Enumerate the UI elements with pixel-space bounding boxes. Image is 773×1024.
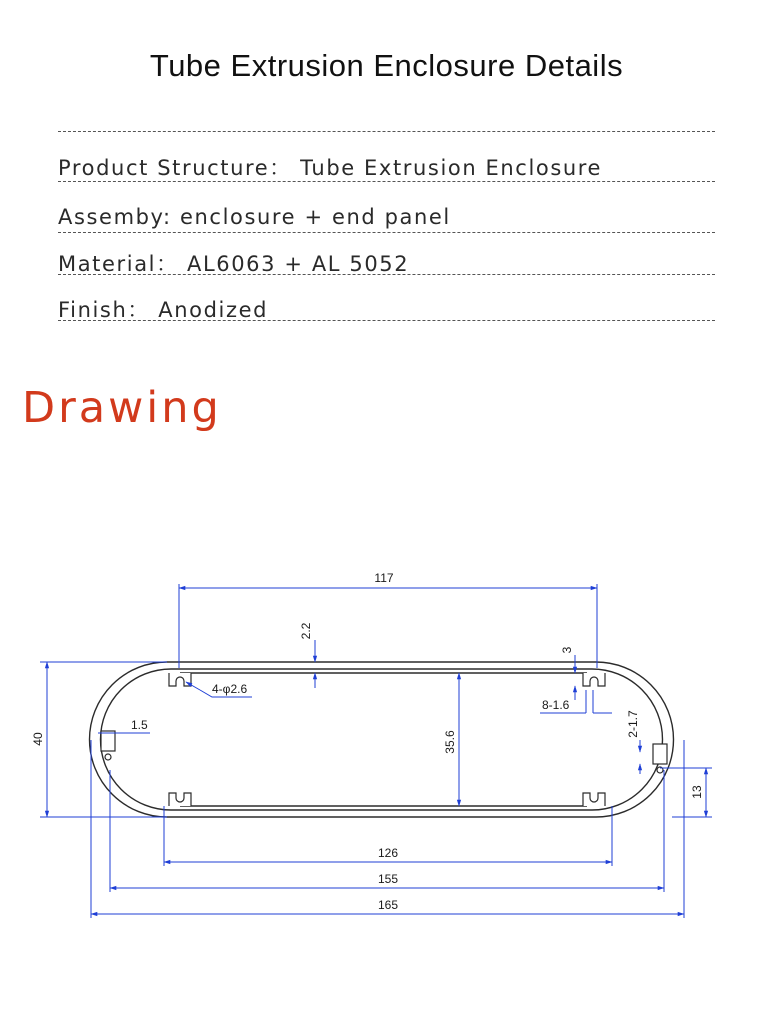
spec-assembly: Assemby: enclosure + end panel: [58, 205, 451, 229]
side-rail-left: [101, 731, 115, 751]
dim-label-height-inner: 35.6: [443, 730, 457, 754]
spec-finish: Finish： Anodized: [58, 298, 269, 322]
dim-label-hole: 4-φ2.6: [212, 682, 248, 696]
dim-label-width-155: 155: [377, 872, 399, 886]
screw-slot: [169, 673, 191, 686]
dim-label-top-width: 117: [374, 571, 394, 585]
dim-label-rail-height: 13: [690, 785, 704, 799]
spec-material: Material： AL6063 + AL 5052: [58, 252, 410, 276]
dim-label-width-126: 126: [377, 846, 399, 860]
screw-slot: [583, 793, 605, 806]
side-rail-right: [653, 744, 667, 764]
dim-label-slot-height: 3: [560, 646, 574, 654]
dim-label-slot-small: 1.5: [131, 718, 148, 732]
dim-label-wall: 2.2: [299, 622, 313, 640]
dim-label-slot-width: 8-1.6: [542, 698, 570, 712]
drawing-heading: Drawing: [22, 383, 222, 433]
spec-product-structure: Product Structure： Tube Extrusion Enclosure: [58, 156, 603, 180]
page-title: Tube Extrusion Enclosure Details: [149, 48, 624, 83]
dim-label-width-165: 165: [377, 898, 399, 912]
screw-slot: [583, 673, 605, 686]
screw-slots: [101, 673, 667, 806]
dim-label-slot-depth: 2-1.7: [626, 710, 640, 738]
inner-outline: [101, 669, 663, 810]
screw-slot: [169, 793, 191, 806]
dimension-lines: [40, 584, 712, 918]
dim-label-height-outer: 40: [31, 732, 45, 746]
